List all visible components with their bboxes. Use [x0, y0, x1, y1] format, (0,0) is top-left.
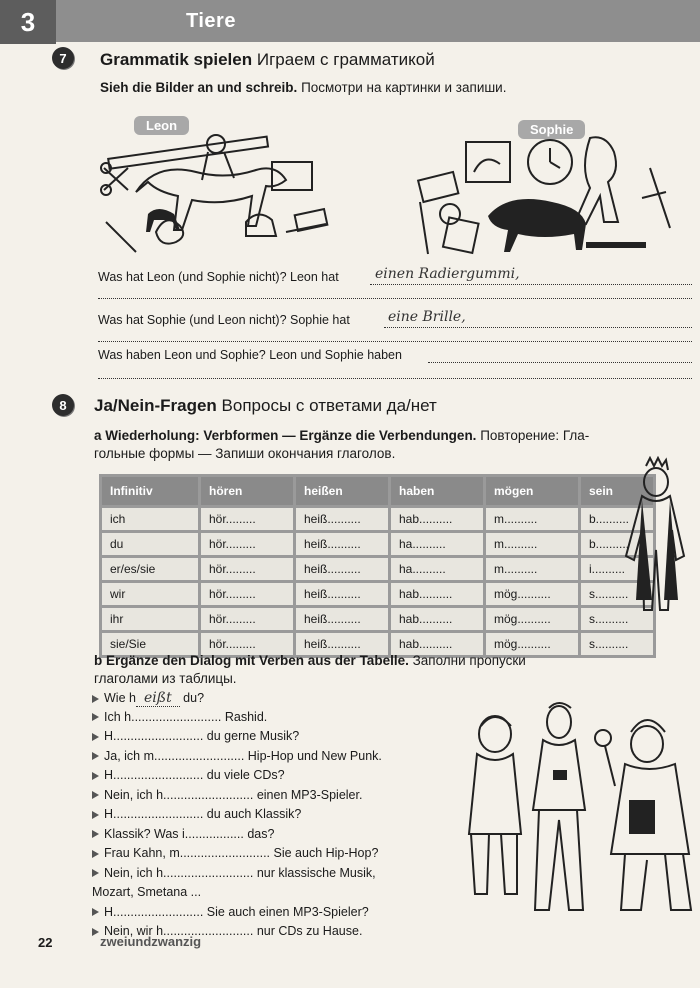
bullet-triangle-icon: [92, 869, 99, 877]
dialog-text: Nein, ich h.......................... nur klassische Musik,: [104, 865, 376, 880]
dialog-line: [92, 729, 299, 743]
verb-table-pronoun: er/es/sie: [102, 558, 198, 580]
exercise-8b-instruction-de: b Ergänze den Dialog mit Verben aus der Tabelle.: [94, 653, 409, 668]
verb-table-pronoun: ich: [102, 508, 198, 530]
verb-table-pronoun: sie/Sie: [102, 633, 198, 655]
dialog-text: Nein, wir h.......................... nur CDs zu Hause.: [104, 924, 363, 938]
verb-table-cell[interactable]: m..........: [486, 558, 578, 580]
dialog-text: H.......................... du viele CDs?: [104, 768, 285, 782]
bullet-triangle-icon: [92, 733, 99, 741]
exercise-8a-instruction-de: a Wiederholung: Verbformen — Ergänze die Verbendungen.: [94, 428, 477, 443]
verb-table-cell[interactable]: hör.........: [201, 583, 293, 605]
answer-3-line-2: [98, 378, 692, 379]
verb-table-cell[interactable]: m..........: [486, 533, 578, 555]
verb-table-row: [102, 633, 653, 655]
exercise-7-number: 7: [52, 47, 74, 69]
verb-table-cell[interactable]: b..........: [581, 508, 653, 530]
verb-table-cell[interactable]: mög..........: [486, 608, 578, 630]
page-number-word: zweiundzwanzig: [100, 934, 202, 949]
dialog-text: Wie h: [104, 691, 136, 705]
bullet-triangle-icon: [92, 811, 99, 819]
verb-table-cell[interactable]: hör.........: [201, 533, 293, 555]
exercise-7-instruction-de: Sieh die Bilder an und schreib.: [100, 80, 298, 95]
verb-table-cell[interactable]: heiß..........: [296, 608, 388, 630]
dialog-line: [92, 807, 301, 821]
verb-table-cell[interactable]: hab..........: [391, 508, 483, 530]
dialog-text: Frau Kahn, m.......................... Sie auch Hip-Hop?: [104, 846, 379, 860]
verb-table-cell[interactable]: heiß..........: [296, 508, 388, 530]
bullet-triangle-icon: [92, 908, 99, 916]
answer-2-line: [384, 327, 692, 328]
bullet-triangle-icon: [92, 830, 99, 838]
exercise-8-number: 8: [52, 394, 74, 416]
verb-table-cell[interactable]: heiß..........: [296, 533, 388, 555]
exercise-8-title-ru: Вопросы с ответами да/нет: [221, 396, 437, 415]
exercise-7-title-ru: Играем с грамматикой: [256, 50, 435, 69]
verb-table-pronoun: ihr: [102, 608, 198, 630]
bullet-triangle-icon: [92, 695, 99, 703]
dialog-line: [92, 866, 376, 880]
verb-table-cell[interactable]: s..........: [581, 633, 653, 655]
exercise-8-title: [94, 396, 437, 416]
verb-table-pronoun: wir: [102, 583, 198, 605]
dialog-text: Mozart, Smetana ...: [92, 885, 202, 899]
dialog-text: Klassik? Was i................. das?: [104, 826, 275, 841]
verb-table-cell[interactable]: heiß..........: [296, 558, 388, 580]
verb-table-cell[interactable]: hör.........: [201, 633, 293, 655]
verb-table-cell[interactable]: hab..........: [391, 633, 483, 655]
verb-table-header: heißen: [296, 477, 388, 505]
verb-table-cell[interactable]: i..........: [581, 558, 653, 580]
verb-table-cell[interactable]: hör.........: [201, 608, 293, 630]
bullet-triangle-icon: [92, 850, 99, 858]
exercise-7-title: [100, 50, 435, 70]
answer-1-line: [370, 284, 692, 285]
bullet-triangle-icon: [92, 713, 99, 721]
exercise-7-title-de: Grammatik spielen: [100, 50, 253, 69]
label-sophie: Sophie: [518, 120, 585, 139]
verb-table-header: Infinitiv: [102, 477, 198, 505]
dialog-line: [92, 768, 285, 782]
verb-table: [99, 474, 656, 658]
verb-table-cell[interactable]: hör.........: [201, 508, 293, 530]
leon-items-illustration: [96, 122, 332, 258]
question-3: Was haben Leon und Sophie? Leon und Sophie haben: [98, 348, 402, 362]
verb-table-header: mögen: [486, 477, 578, 505]
verb-table-row: [102, 508, 653, 530]
verb-table-cell[interactable]: s..........: [581, 608, 653, 630]
verb-table-row: [102, 608, 653, 630]
verb-table-row: [102, 583, 653, 605]
dialog-text: H.......................... Sie auch einen MP3-Spieler?: [104, 904, 369, 919]
dialog-text: Ich h.......................... Rashid.: [104, 709, 268, 724]
exercise-7-instruction: [100, 80, 506, 95]
verb-table-cell[interactable]: m..........: [486, 508, 578, 530]
exercise-8b-instruction-ru-2: глаголами из таблицы.: [94, 671, 237, 686]
exercise-8-title-de: Ja/Nein-Fragen: [94, 396, 217, 415]
exercise-8a-instruction: [94, 428, 589, 443]
verb-table-cell[interactable]: mög..........: [486, 583, 578, 605]
dialog-text: H.......................... du gerne Musik?: [104, 729, 300, 743]
exercise-8b-instruction-ru-1: Заполни пропуски: [412, 653, 526, 668]
exercise-8a-instruction-ru-2: гольные формы — Запиши окончания глаголов.: [94, 446, 396, 461]
dialog-text: Ja, ich m.......................... Hip-Hop und New Punk.: [104, 748, 382, 763]
verb-table-row: [102, 558, 653, 580]
verb-table-row: [102, 533, 653, 555]
label-leon: Leon: [134, 116, 189, 135]
bullet-triangle-icon: [92, 791, 99, 799]
dialog-line: [92, 905, 369, 919]
verb-table-cell[interactable]: ha..........: [391, 558, 483, 580]
answer-2: eine Brille,: [388, 309, 466, 325]
punk-character-illustration: [612, 456, 698, 646]
dialog-line: [92, 827, 274, 841]
interview-people-illustration: [455, 700, 695, 925]
dialog-text: H.......................... du auch Klassik?: [104, 807, 302, 821]
question-2: Was hat Sophie (und Leon nicht)? Sophie hat: [98, 313, 350, 327]
bullet-triangle-icon: [92, 928, 99, 936]
verb-table-cell[interactable]: b..........: [581, 533, 653, 555]
verb-table-pronoun: du: [102, 533, 198, 555]
exercise-8b-instruction: [94, 653, 526, 668]
answer-1: einen Radiergummi,: [375, 266, 520, 282]
question-1: Was hat Leon (und Sophie nicht)? Leon hat: [98, 270, 339, 284]
sophie-items-illustration: [410, 128, 680, 258]
dialog-line: [92, 710, 267, 724]
verb-table-cell[interactable]: hör.........: [201, 558, 293, 580]
bullet-triangle-icon: [92, 772, 99, 780]
bullet-triangle-icon: [92, 752, 99, 760]
verb-table-header: haben: [391, 477, 483, 505]
dialog-text-end: du?: [179, 691, 205, 705]
answer-1-line-2: [98, 298, 692, 299]
dialog-line: [92, 846, 378, 860]
verb-table-cell[interactable]: s..........: [581, 583, 653, 605]
dialog-line: [92, 788, 362, 802]
verb-table-header: hören: [201, 477, 293, 505]
chapter-number: 3: [0, 0, 56, 44]
verb-table-cell[interactable]: heiß..........: [296, 583, 388, 605]
verb-table-body: [102, 508, 653, 655]
dialog-line: [92, 749, 382, 763]
chapter-title: Tiere: [186, 10, 236, 32]
verb-table-header: sein: [581, 477, 653, 505]
exercise-7-instruction-ru: Посмотри на картинки и запиши.: [301, 80, 507, 95]
verb-table-header-row: [102, 477, 653, 505]
exercise-8a-instruction-ru-1: Повторение: Гла-: [480, 428, 590, 443]
dialog-line: [92, 885, 201, 899]
chapter-header: [0, 0, 700, 42]
verb-table-cell[interactable]: hab..........: [391, 608, 483, 630]
answer-2-line-2: [98, 341, 692, 342]
dialog-handwritten-answer: eißt: [136, 690, 180, 707]
dialog-line: [92, 690, 204, 706]
answer-3-line: [428, 362, 692, 363]
dialog-text: Nein, ich h.......................... einen MP3-Spieler.: [104, 787, 363, 802]
verb-table-cell[interactable]: mög..........: [486, 633, 578, 655]
verb-table-cell[interactable]: heiß..........: [296, 633, 388, 655]
verb-table-cell[interactable]: hab..........: [391, 583, 483, 605]
page-number: 22: [38, 935, 53, 950]
verb-table-cell[interactable]: ha..........: [391, 533, 483, 555]
